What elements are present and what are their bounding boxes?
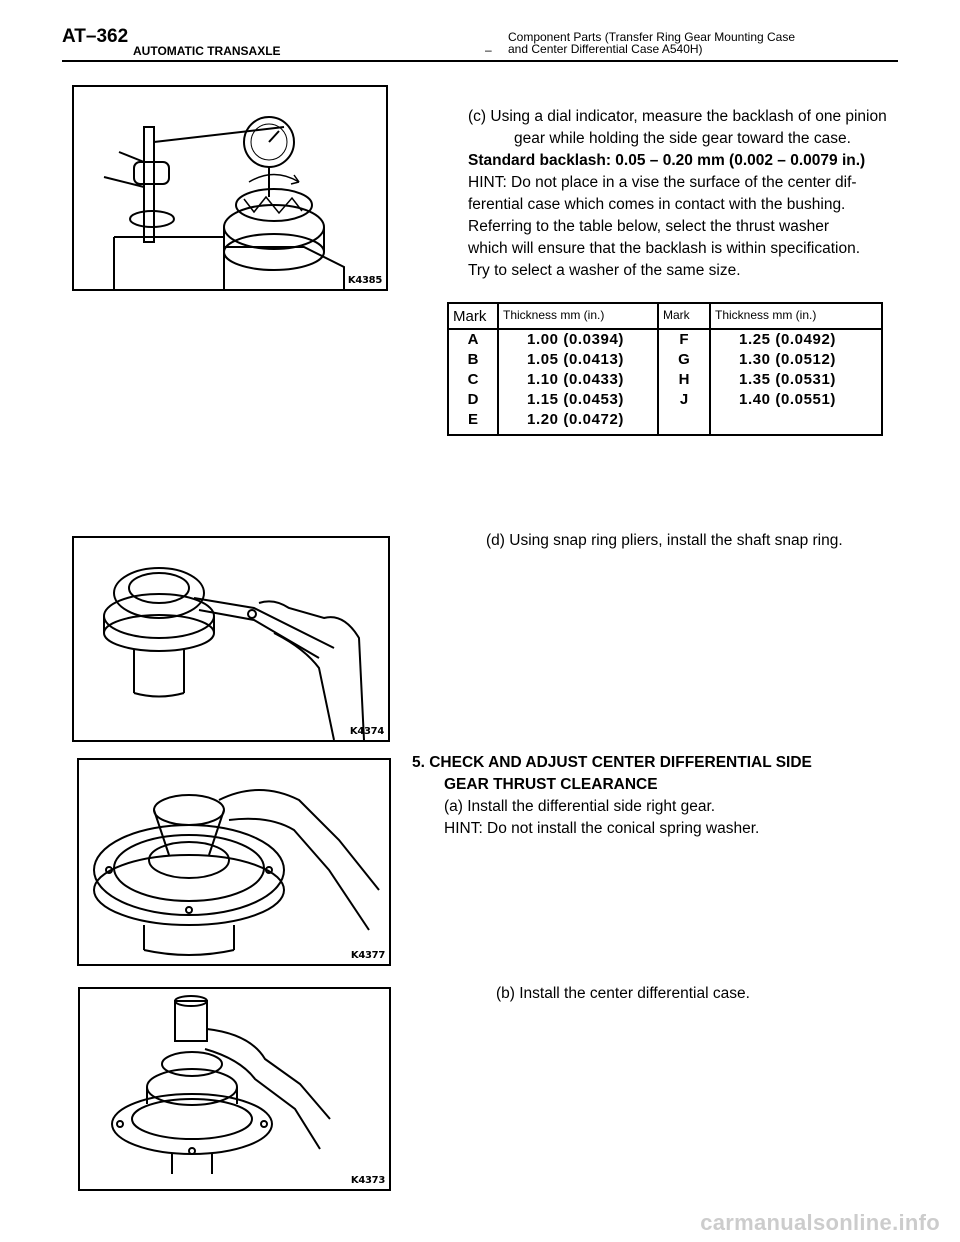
step-5b-text: (b) Install the center differential case. <box>496 985 750 1002</box>
header-separator: – <box>485 43 492 57</box>
watermark: carmanualsonline.info <box>700 1210 940 1235</box>
value-c: 1.10 (0.0433) <box>527 370 625 388</box>
header-thickness-left: Thickness mm (in.) <box>498 303 658 329</box>
figure-code-1: K4385 <box>347 275 382 286</box>
step-c-ref2: which will ensure that the backlash is within specification. <box>468 240 860 257</box>
value-b: 1.05 (0.0413) <box>527 350 625 368</box>
value-a: 1.00 (0.0394) <box>527 330 625 348</box>
step-c-line1: (c) Using a dial indicator, measure the backlash of one pinion <box>468 108 887 125</box>
value-d: 1.15 (0.0453) <box>527 390 625 408</box>
header-thickness-right: Thickness mm (in.) <box>710 303 882 329</box>
mark-f: F <box>679 330 689 348</box>
header-mark-right: Mark <box>658 303 710 329</box>
mark-g: G <box>678 350 690 368</box>
value-g: 1.30 (0.0512) <box>739 350 837 368</box>
mark-b: B <box>467 350 479 368</box>
component-title <box>508 31 795 55</box>
dial-indicator-illustration <box>74 87 386 289</box>
table-header-row <box>448 303 882 329</box>
step-5a-text: (a) Install the differential side right gear. <box>444 798 716 815</box>
value-e: 1.20 (0.0472) <box>527 410 625 428</box>
left-values-column <box>498 329 658 435</box>
page-number: AT–362 <box>62 26 129 47</box>
figure-side-gear-install <box>77 758 391 966</box>
step-5-heading1: 5. CHECK AND ADJUST CENTER DIFFERENTIAL SIDE <box>412 754 812 771</box>
value-h: 1.35 (0.0531) <box>739 370 837 388</box>
section-title: AUTOMATIC TRANSAXLE <box>133 44 281 58</box>
mark-e: E <box>467 410 478 428</box>
standard-backlash: Standard backlash: 0.05 – 0.20 mm (0.002 – 0.0079 in.) <box>468 152 866 169</box>
step-5a-hint: HINT: Do not install the conical spring washer. <box>444 820 760 837</box>
figure-center-diff-case <box>78 987 391 1191</box>
side-gear-illustration <box>79 760 389 964</box>
value-j: 1.40 (0.0551) <box>739 390 837 408</box>
step-c-hint2: ferential case which comes in contact with the bushing. <box>468 196 846 213</box>
step-d-text: (d) Using snap ring pliers, install the shaft snap ring. <box>486 532 843 549</box>
figure-snap-ring-pliers <box>72 536 390 742</box>
mark-c: C <box>467 370 479 388</box>
step-c-block <box>468 106 938 282</box>
step-c-line2: gear while holding the side gear toward the case. <box>514 130 851 147</box>
value-f: 1.25 (0.0492) <box>739 330 837 348</box>
table-body-row <box>448 329 882 435</box>
step-5-heading2: GEAR THRUST CLEARANCE <box>444 776 658 793</box>
mark-d: D <box>467 390 479 408</box>
figure-code-4: K4373 <box>350 1175 385 1186</box>
step-c-ref3: Try to select a washer of the same size. <box>468 262 741 279</box>
figure-dial-indicator <box>72 85 388 291</box>
right-marks-column <box>658 329 710 435</box>
header-mark-left: Mark <box>448 303 498 329</box>
component-title-line2: and Center Differential Case A540H) <box>508 42 703 56</box>
component-title-line1: Component Parts (Transfer Ring Gear Mounting Case <box>508 30 796 44</box>
center-diff-case-illustration <box>80 989 389 1189</box>
figure-code-2: K4374 <box>349 726 384 737</box>
header-rule <box>62 60 898 62</box>
step-5-block <box>412 752 892 840</box>
step-c-ref1: Referring to the table below, select the thrust washer <box>468 218 830 235</box>
step-c-hint1: HINT: Do not place in a vise the surface of the center dif- <box>468 174 857 191</box>
mark-j: J <box>679 390 689 408</box>
mark-h: H <box>678 370 690 388</box>
figure-code-3: K4377 <box>350 950 385 961</box>
left-marks-column <box>448 329 498 435</box>
right-values-column <box>710 329 882 435</box>
washer-thickness-table <box>447 302 883 436</box>
mark-a: A <box>467 330 479 348</box>
snap-ring-pliers-illustration <box>74 538 388 740</box>
